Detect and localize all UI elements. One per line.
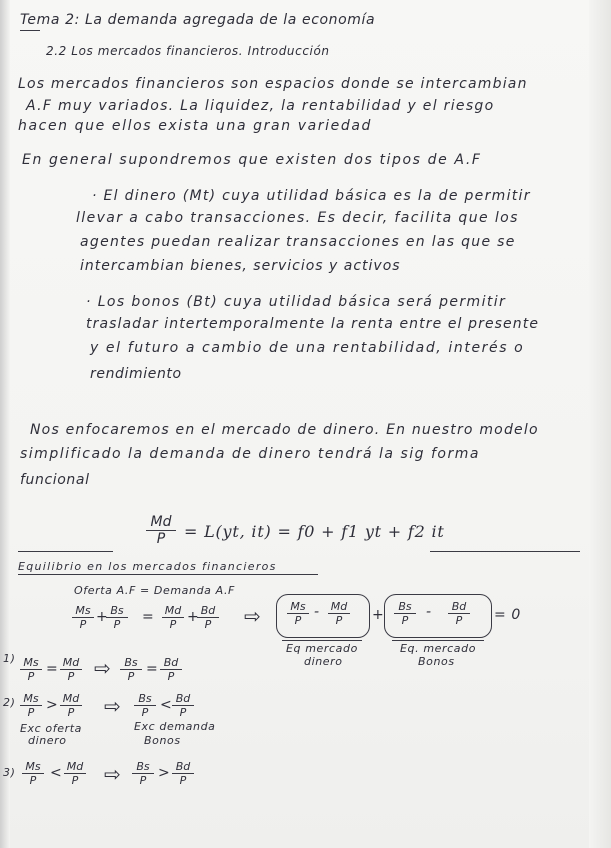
bracket-ms-fraction	[287, 600, 309, 627]
section-heading: 2.2 Los mercados financieros. Introducción	[46, 44, 330, 58]
bracket-ms-den: P	[294, 614, 302, 627]
case-3-arrow-icon: ⇨	[104, 762, 122, 786]
c2-md-num: Md	[60, 692, 82, 706]
minus-sign-1: -	[314, 604, 320, 620]
equals-sign-1: =	[142, 609, 155, 625]
money-market-label-2: dinero	[304, 655, 343, 668]
c3-bs-den: P	[139, 774, 147, 787]
c3-ms-num: Ms	[22, 760, 44, 774]
page-title: Tema 2: La demanda agregada de la economía	[20, 12, 376, 28]
bracket-bd-den: P	[455, 614, 463, 627]
bracket-md-den: P	[335, 614, 343, 627]
ms-numerator: Ms	[72, 604, 94, 618]
case-2-excess-demand-2: Bonos	[144, 734, 181, 747]
equilibrium-label: Equilibrio en los mercados financieros	[18, 560, 277, 573]
case-3-relation: <	[50, 765, 63, 781]
bracket-label-line-left	[282, 640, 362, 641]
bracket-md-fraction	[328, 600, 350, 627]
case-1-bs	[120, 656, 142, 683]
c3-ms-den: P	[29, 774, 37, 787]
minus-sign-2: -	[426, 604, 432, 620]
case-2-arrow-icon: ⇨	[104, 694, 122, 718]
bs-numerator: Bs	[106, 604, 128, 618]
money-demand-fraction	[162, 604, 184, 631]
c2-md-den: P	[67, 706, 75, 719]
case-2-ms	[20, 692, 42, 719]
paragraph-1-line-1: Los mercados financieros son espacios donde se intercambian	[18, 76, 528, 92]
bracket-ms-num: Ms	[287, 600, 309, 614]
case-3-relation-2: >	[158, 765, 171, 781]
case-2-relation: >	[46, 697, 59, 713]
c2-bd-den: P	[179, 706, 187, 719]
equals-zero: = 0	[494, 607, 521, 623]
case-3-ms	[22, 760, 44, 787]
c2-ms-num: Ms	[20, 692, 42, 706]
money-market-label-1: Eq mercado	[286, 642, 358, 655]
c1-md-den: P	[67, 670, 75, 683]
equilibrium-rule-right	[430, 551, 580, 552]
bond-supply-fraction	[106, 604, 128, 631]
case-3-bs	[132, 760, 154, 787]
page-shadow	[0, 0, 10, 848]
offer-demand-line: Oferta A.F = Demanda A.F	[74, 584, 235, 597]
bracket-md-num: Md	[328, 600, 350, 614]
case-2-excess-supply-2: dinero	[28, 734, 67, 747]
c1-bs-num: Bs	[120, 656, 142, 670]
md-numerator: Md	[162, 604, 184, 618]
c3-md-num: Md	[64, 760, 86, 774]
case-1-relation-2: =	[146, 661, 159, 677]
c3-bd-den: P	[179, 774, 187, 787]
c1-bd-den: P	[167, 670, 175, 683]
equilibrium-underline	[18, 574, 318, 575]
c1-md-num: Md	[60, 656, 82, 670]
case-2-number: 2)	[3, 696, 16, 709]
bracket-bd-num: Bd	[448, 600, 470, 614]
bond-demand-fraction	[197, 604, 219, 631]
c3-md-den: P	[71, 774, 79, 787]
bond-market-label-1: Eq. mercado	[400, 642, 477, 655]
c2-bd-num: Bd	[172, 692, 194, 706]
case-2-bs	[134, 692, 156, 719]
case-1-ms	[20, 656, 42, 683]
plus-sign-3: +	[372, 607, 385, 623]
paragraph-3-line-2: simplificado la demanda de dinero tendrá la sig forma	[20, 446, 480, 462]
case-2-excess-demand-1: Exc demanda	[134, 720, 216, 733]
md-denominator: P	[169, 618, 177, 631]
c1-bs-den: P	[127, 670, 135, 683]
bullet-2-line-2: trasladar intertemporalmente la renta entre el presente	[86, 316, 540, 332]
bullet-1-line-1: · El dinero (Mt) cuya utilidad básica es la de permitir	[92, 188, 531, 204]
c1-ms-den: P	[27, 670, 35, 683]
c2-bs-num: Bs	[134, 692, 156, 706]
bond-market-label-2: Bonos	[418, 655, 455, 668]
bullet-2-line-4: rendimiento	[90, 366, 182, 382]
case-1-relation: =	[46, 661, 59, 677]
c1-bd-num: Bd	[160, 656, 182, 670]
bd-denominator: P	[204, 618, 212, 631]
equilibrium-rule-left	[18, 551, 113, 552]
ms-denominator: P	[79, 618, 87, 631]
c1-ms-num: Ms	[20, 656, 42, 670]
case-2-excess-supply-1: Exc oferta	[20, 722, 82, 735]
case-3-bd	[172, 760, 194, 787]
bullet-1-line-4: intercambian bienes, servicios y activos	[80, 258, 401, 274]
bullet-2-line-3: y el futuro a cambio de una rentabilidad, interés o	[90, 340, 525, 356]
bd-numerator: Bd	[197, 604, 219, 618]
bracket-label-line-right	[392, 640, 484, 641]
page-edge	[589, 0, 611, 848]
paragraph-2: En general supondremos que existen dos tipos de A.F	[22, 152, 482, 168]
case-2-relation-2: <	[160, 697, 173, 713]
case-1-md	[60, 656, 82, 683]
main-fraction-denominator: P	[156, 531, 166, 547]
c3-bs-num: Bs	[132, 760, 154, 774]
case-2-bd	[172, 692, 194, 719]
case-1-arrow-icon: ⇨	[94, 656, 112, 680]
bullet-2-line-1: · Los bonos (Bt) cuya utilidad básica será permitir	[86, 294, 507, 310]
main-money-demand-fraction	[146, 514, 176, 547]
case-3-number: 3)	[3, 766, 16, 779]
case-2-md	[60, 692, 82, 719]
bullet-1-line-2: llevar a cabo transacciones. Es decir, facilita que los	[76, 210, 519, 226]
case-1-number: 1)	[3, 652, 16, 665]
title-underline	[20, 30, 40, 31]
c2-ms-den: P	[27, 706, 35, 719]
paragraph-3-line-1: Nos enfocaremos en el mercado de dinero. En nuestro modelo	[30, 422, 539, 438]
bracket-bs-den: P	[401, 614, 409, 627]
bracket-bd-fraction	[448, 600, 470, 627]
paragraph-1-line-3: hacen que ellos exista una gran variedad	[18, 118, 373, 134]
bs-denominator: P	[113, 618, 121, 631]
plus-sign-1: +	[96, 609, 109, 625]
bracket-bs-num: Bs	[394, 600, 416, 614]
paragraph-1-line-2: A.F muy variados. La liquidez, la rentabilidad y el riesgo	[26, 98, 495, 114]
implies-arrow-icon: ⇨	[244, 604, 262, 628]
money-supply-fraction	[72, 604, 94, 631]
c3-bd-num: Bd	[172, 760, 194, 774]
plus-sign-2: +	[187, 609, 200, 625]
case-1-bd	[160, 656, 182, 683]
main-fraction-numerator: Md	[146, 514, 176, 531]
paragraph-3-line-3: funcional	[20, 472, 90, 488]
c2-bs-den: P	[141, 706, 149, 719]
main-equation: = L(yt, it) = f0 + f1 yt + f2 it	[184, 522, 445, 541]
case-3-md	[64, 760, 86, 787]
bracket-bs-fraction	[394, 600, 416, 627]
bullet-1-line-3: agentes puedan realizar transacciones en las que se	[80, 234, 516, 250]
